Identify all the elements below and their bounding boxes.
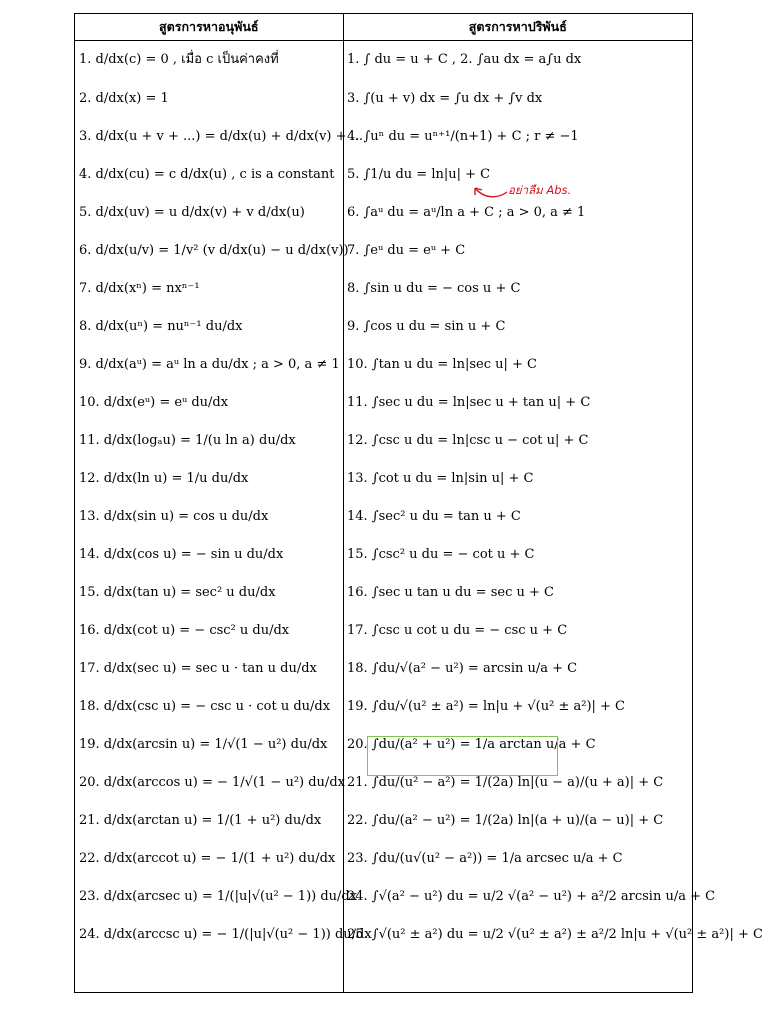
integral-formula-7: 8. ∫sin u du = − cos u + C [347,280,521,296]
integral-formula-2: 3. ∫(u + v) dx = ∫u dx + ∫v dx [347,90,543,106]
integral-formula-15: 16. ∫sec u tan u du = sec u + C [347,584,554,600]
derivative-formula-18: 18. d/dx(csc u) = − csc u · cot u du/dx [79,698,331,714]
derivative-formula-16: 16. d/dx(cot u) = − csc² u du/dx [79,622,290,638]
derivative-formula-3: 3. d/dx(u + v + ...) = d/dx(u) + d/dx(v) + ... [79,128,364,144]
integral-formula-3: 4. ∫uⁿ du = uⁿ⁺¹/(n+1) + C ; r ≠ −1 [347,128,579,144]
derivative-formula-13: 13. d/dx(sin u) = cos u du/dx [79,508,269,524]
integral-formula-24: 25. ∫√(u² ± a²) du = u/2 √(u² ± a²) ± a²/2 ln|u + √(u² ± a²)| + C [347,926,763,942]
integral-formula-20: 21. ∫du/(u² − a²) = 1/(2a) ln|(u − a)/(u + a)| + C [347,774,664,790]
integral-formula-14: 15. ∫csc² u du = − cot u + C [347,546,535,562]
derivative-formula-8: 8. d/dx(uⁿ) = nuⁿ⁻¹ du/dx [79,318,243,334]
derivative-formula-12: 12. d/dx(ln u) = 1/u du/dx [79,470,249,486]
derivative-formula-14: 14. d/dx(cos u) = − sin u du/dx [79,546,284,562]
derivative-formula-5: 5. d/dx(uv) = u d/dx(v) + v d/dx(u) [79,204,305,220]
highlight-box-formula-20 [367,736,558,776]
derivative-formulas-heading: สูตรการหาอนุพันธ์ [75,14,344,40]
derivative-formula-6: 6. d/dx(u/v) = 1/v² (v d/dx(u) − u d/dx(v)) [79,242,349,258]
derivative-formula-2: 2. d/dx(x) = 1 [79,90,169,106]
integral-formula-21: 22. ∫du/(a² − u²) = 1/(2a) ln|(a + u)/(a − u)| + C [347,812,664,828]
integral-formulas-heading: สูตรการหาปริพันธ์ [468,19,567,34]
derivative-formula-11: 11. d/dx(logₐu) = 1/(u ln a) du/dx [79,432,296,448]
integral-formula-17: 18. ∫du/√(a² − u²) = arcsin u/a + C [347,660,578,676]
integral-formula-22: 23. ∫du/(u√(u² − a²)) = 1/a arcsec u/a + C [347,850,623,866]
derivative-formula-17: 17. d/dx(sec u) = sec u · tan u du/dx [79,660,317,676]
integral-formula-19: 20. ∫du/(a² + u²) = 1/a arctan u/a + C [347,736,596,752]
integral-formula-5: 6. ∫aᵘ du = aᵘ/ln a + C ; a > 0, a ≠ 1 [347,204,586,220]
derivative-formula-19: 19. d/dx(arcsin u) = 1/√(1 − u²) du/dx [79,736,328,752]
integral-formula-16: 17. ∫csc u cot u du = − csc u + C [347,622,568,638]
column-divider [343,40,344,992]
integral-formula-6: 7. ∫eᵘ du = eᵘ + C [347,242,466,258]
integral-formula-10: 11. ∫sec u du = ln|sec u + tan u| + C [347,394,591,410]
derivative-formula-23: 23. d/dx(arcsec u) = 1/(|u|√(u² − 1)) du/dx [79,888,358,904]
integral-formula-11: 12. ∫csc u du = ln|csc u − cot u| + C [347,432,589,448]
integral-formula-23: 24. ∫√(a² − u²) du = u/2 √(a² − u²) + a²/2 arcsin u/a + C [347,888,716,904]
formula-table [74,13,763,993]
integral-formula-13: 14. ∫sec² u du = tan u + C [347,508,521,524]
integral-formula-9: 10. ∫tan u du = ln|sec u| + C [347,356,537,372]
integral-formula-4: 5. ∫1/u du = ln|u| + C [347,166,491,182]
derivative-formula-22: 22. d/dx(arccot u) = − 1/(1 + u²) du/dx [79,850,336,866]
handwritten-note: อย่าลืม Abs. [508,183,572,197]
integral-formula-12: 13. ∫cot u du = ln|sin u| + C [347,470,534,486]
derivative-formula-4: 4. d/dx(cu) = c d/dx(u) , c is a constant [79,166,335,182]
integral-formula-1: 1. ∫ du = u + C , 2. ∫au dx = a∫u dx [347,51,582,67]
derivative-formula-24: 24. d/dx(arccsc u) = − 1/(|u|√(u² − 1)) du/dx [79,926,372,942]
integral-formula-18: 19. ∫du/√(u² ± a²) = ln|u + √(u² ± a²)| + C [347,698,625,714]
derivative-formula-7: 7. d/dx(xⁿ) = nxⁿ⁻¹ [79,280,200,296]
derivative-formula-10: 10. d/dx(eᵘ) = eᵘ du/dx [79,394,229,410]
derivative-formula-15: 15. d/dx(tan u) = sec² u du/dx [79,584,276,600]
derivative-formula-21: 21. d/dx(arctan u) = 1/(1 + u²) du/dx [79,812,322,828]
integral-formula-8: 9. ∫cos u du = sin u + C [347,318,506,334]
derivative-formula-20: 20. d/dx(arccos u) = − 1/√(1 − u²) du/dx [79,774,345,790]
table-header [75,14,692,41]
derivative-formula-1: 1. d/dx(c) = 0 , เมื่อ c เป็นค่าคงที่ [79,51,279,67]
derivative-formula-9: 9. d/dx(aᵘ) = aᵘ ln a du/dx ; a > 0, a ≠ 1 [79,356,340,372]
